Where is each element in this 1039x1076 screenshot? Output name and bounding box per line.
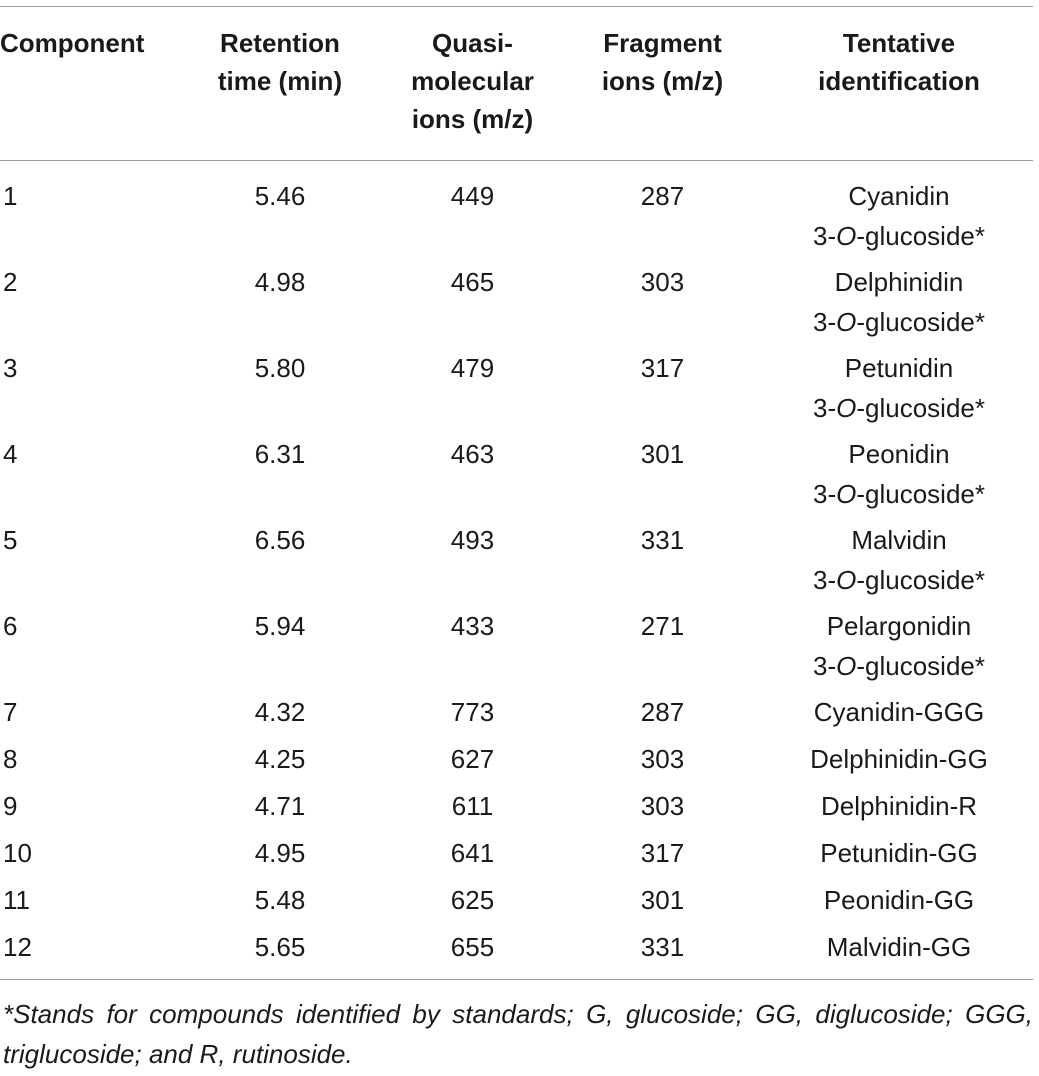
cell-component: 2 xyxy=(3,267,18,297)
identification-italic-o: O xyxy=(836,479,857,509)
cell-tentative-identification xyxy=(765,880,1033,927)
table-body xyxy=(0,161,1033,980)
identification-name: Pelargonidin xyxy=(826,611,972,641)
cell-quasi-molecular-ion: 463 xyxy=(450,439,495,469)
anthocyanin-identification-table xyxy=(0,6,1033,980)
table-row xyxy=(0,880,1033,927)
header-line: identification xyxy=(818,66,980,96)
identification-suffix: -glucoside* xyxy=(856,307,985,337)
cell-quasi-molecular-ion: 773 xyxy=(450,697,495,727)
table-row xyxy=(0,833,1033,880)
cell-tentative-identification xyxy=(765,833,1033,880)
table-row xyxy=(0,434,1033,520)
cell-component: 11 xyxy=(3,885,30,915)
cell-fragment-ion: 301 xyxy=(640,885,685,915)
identification-italic-o: O xyxy=(836,221,857,251)
cell-component: 5 xyxy=(3,525,18,555)
cell-tentative-identification xyxy=(765,520,1033,606)
identification-suffix: -glucoside* xyxy=(856,221,985,251)
cell-retention-time: 5.94 xyxy=(254,611,306,641)
cell-quasi-molecular-ion: 611 xyxy=(451,791,494,821)
identification-italic-o: O xyxy=(836,565,857,595)
header-row xyxy=(0,7,1033,161)
cell-tentative-identification xyxy=(765,348,1033,434)
header-tentative-identification xyxy=(765,7,1033,161)
cell-tentative-identification xyxy=(765,161,1033,263)
header-line: ions (m/z) xyxy=(601,66,724,96)
identification-name: Delphinidin xyxy=(834,267,964,297)
cell-tentative-identification xyxy=(765,262,1033,348)
identification-suffix: -glucoside* xyxy=(856,393,985,423)
identification-name: Cyanidin xyxy=(848,181,950,211)
identification-suffix: -glucoside* xyxy=(856,651,985,681)
cell-retention-time: 5.46 xyxy=(254,181,306,211)
cell-retention-time: 4.71 xyxy=(254,791,306,821)
cell-fragment-ion: 303 xyxy=(640,791,685,821)
cell-component: 9 xyxy=(3,791,18,821)
identification-name: Petunidin-GG xyxy=(820,838,978,868)
cell-quasi-molecular-ion: 655 xyxy=(450,932,495,962)
identification-prefix: 3- xyxy=(813,651,837,681)
cell-tentative-identification xyxy=(765,786,1033,833)
cell-component: 7 xyxy=(3,697,18,727)
cell-component: 4 xyxy=(3,439,18,469)
identification-prefix: 3- xyxy=(813,565,837,595)
identification-name: Delphinidin-GG xyxy=(810,744,988,774)
cell-retention-time: 6.56 xyxy=(254,525,306,555)
cell-retention-time: 5.65 xyxy=(254,932,306,962)
table-row xyxy=(0,520,1033,606)
identification-name: Peonidin xyxy=(848,439,950,469)
cell-retention-time: 4.32 xyxy=(254,697,306,727)
cell-component: 6 xyxy=(3,611,18,641)
cell-quasi-molecular-ion: 465 xyxy=(450,267,495,297)
header-line: Tentative xyxy=(842,28,956,58)
cell-fragment-ion: 303 xyxy=(640,744,685,774)
identification-name: Peonidin-GG xyxy=(823,885,975,915)
identification-prefix: 3- xyxy=(813,393,837,423)
cell-fragment-ion: 317 xyxy=(640,353,685,383)
cell-retention-time: 4.95 xyxy=(254,838,306,868)
cell-component: 12 xyxy=(3,932,32,962)
identification-name: Delphinidin-R xyxy=(820,791,978,821)
table-row xyxy=(0,927,1033,980)
cell-quasi-molecular-ion: 641 xyxy=(450,838,495,868)
cell-fragment-ion: 271 xyxy=(640,611,685,641)
identification-glucoside-line xyxy=(765,216,1033,256)
identification-glucoside-line xyxy=(765,560,1033,600)
table-container xyxy=(0,6,1039,1074)
cell-retention-time: 4.25 xyxy=(254,744,306,774)
identification-glucoside-line xyxy=(765,302,1033,342)
cell-quasi-molecular-ion: 449 xyxy=(450,181,495,211)
identification-name: Malvidin-GG xyxy=(826,932,972,962)
cell-fragment-ion: 287 xyxy=(640,697,685,727)
cell-fragment-ion: 287 xyxy=(640,181,685,211)
header-line: Quasi- xyxy=(432,28,513,58)
cell-quasi-molecular-ion: 627 xyxy=(450,744,495,774)
cell-retention-time: 5.48 xyxy=(254,885,306,915)
identification-suffix: -glucoside* xyxy=(856,479,985,509)
header-line: Retention xyxy=(220,28,340,58)
table-row xyxy=(0,348,1033,434)
cell-tentative-identification xyxy=(765,692,1033,739)
table-row xyxy=(0,161,1033,263)
header-retention-time xyxy=(175,7,385,161)
table-row xyxy=(0,692,1033,739)
cell-fragment-ion: 303 xyxy=(640,267,685,297)
cell-quasi-molecular-ion: 433 xyxy=(450,611,495,641)
cell-fragment-ion: 331 xyxy=(640,932,685,962)
header-line: Component xyxy=(0,28,145,58)
identification-glucoside-line xyxy=(765,474,1033,514)
header-line: molecular xyxy=(411,66,534,96)
cell-component: 10 xyxy=(3,838,32,868)
cell-tentative-identification xyxy=(765,606,1033,692)
table-footnote: *Stands for compounds identified by standards; G, glucoside; GG, diglucoside; GGG, triglucoside; and R, rutinoside. xyxy=(3,999,1033,1069)
header-quasi-molecular-ions xyxy=(385,7,560,161)
table-row xyxy=(0,606,1033,692)
cell-tentative-identification xyxy=(765,739,1033,786)
identification-glucoside-line xyxy=(765,388,1033,428)
cell-quasi-molecular-ion: 625 xyxy=(450,885,495,915)
cell-tentative-identification xyxy=(765,927,1033,980)
cell-quasi-molecular-ion: 479 xyxy=(450,353,495,383)
identification-name: Cyanidin-GGG xyxy=(813,697,985,727)
identification-glucoside-line xyxy=(765,646,1033,686)
cell-tentative-identification xyxy=(765,434,1033,520)
table-row xyxy=(0,786,1033,833)
table-row xyxy=(0,739,1033,786)
identification-prefix: 3- xyxy=(813,221,837,251)
cell-fragment-ion: 331 xyxy=(640,525,685,555)
identification-name: Petunidin xyxy=(844,353,954,383)
identification-italic-o: O xyxy=(836,307,857,337)
cell-component: 1 xyxy=(3,181,18,211)
identification-prefix: 3- xyxy=(813,307,837,337)
identification-suffix: -glucoside* xyxy=(856,565,985,595)
cell-fragment-ion: 301 xyxy=(640,439,685,469)
cell-component: 8 xyxy=(3,744,18,774)
table-row xyxy=(0,262,1033,348)
cell-retention-time: 5.80 xyxy=(254,353,306,383)
identification-name: Malvidin xyxy=(851,525,947,555)
identification-prefix: 3- xyxy=(813,479,837,509)
header-line: Fragment xyxy=(603,28,722,58)
cell-retention-time: 6.31 xyxy=(254,439,306,469)
identification-italic-o: O xyxy=(836,393,857,423)
header-line: ions (m/z) xyxy=(411,104,534,134)
cell-fragment-ion: 317 xyxy=(640,838,685,868)
header-component xyxy=(0,7,175,161)
cell-component: 3 xyxy=(3,353,18,383)
identification-italic-o: O xyxy=(836,651,857,681)
header-fragment-ions xyxy=(560,7,765,161)
cell-retention-time: 4.98 xyxy=(254,267,306,297)
cell-quasi-molecular-ion: 493 xyxy=(450,525,495,555)
header-line: time (min) xyxy=(217,66,343,96)
